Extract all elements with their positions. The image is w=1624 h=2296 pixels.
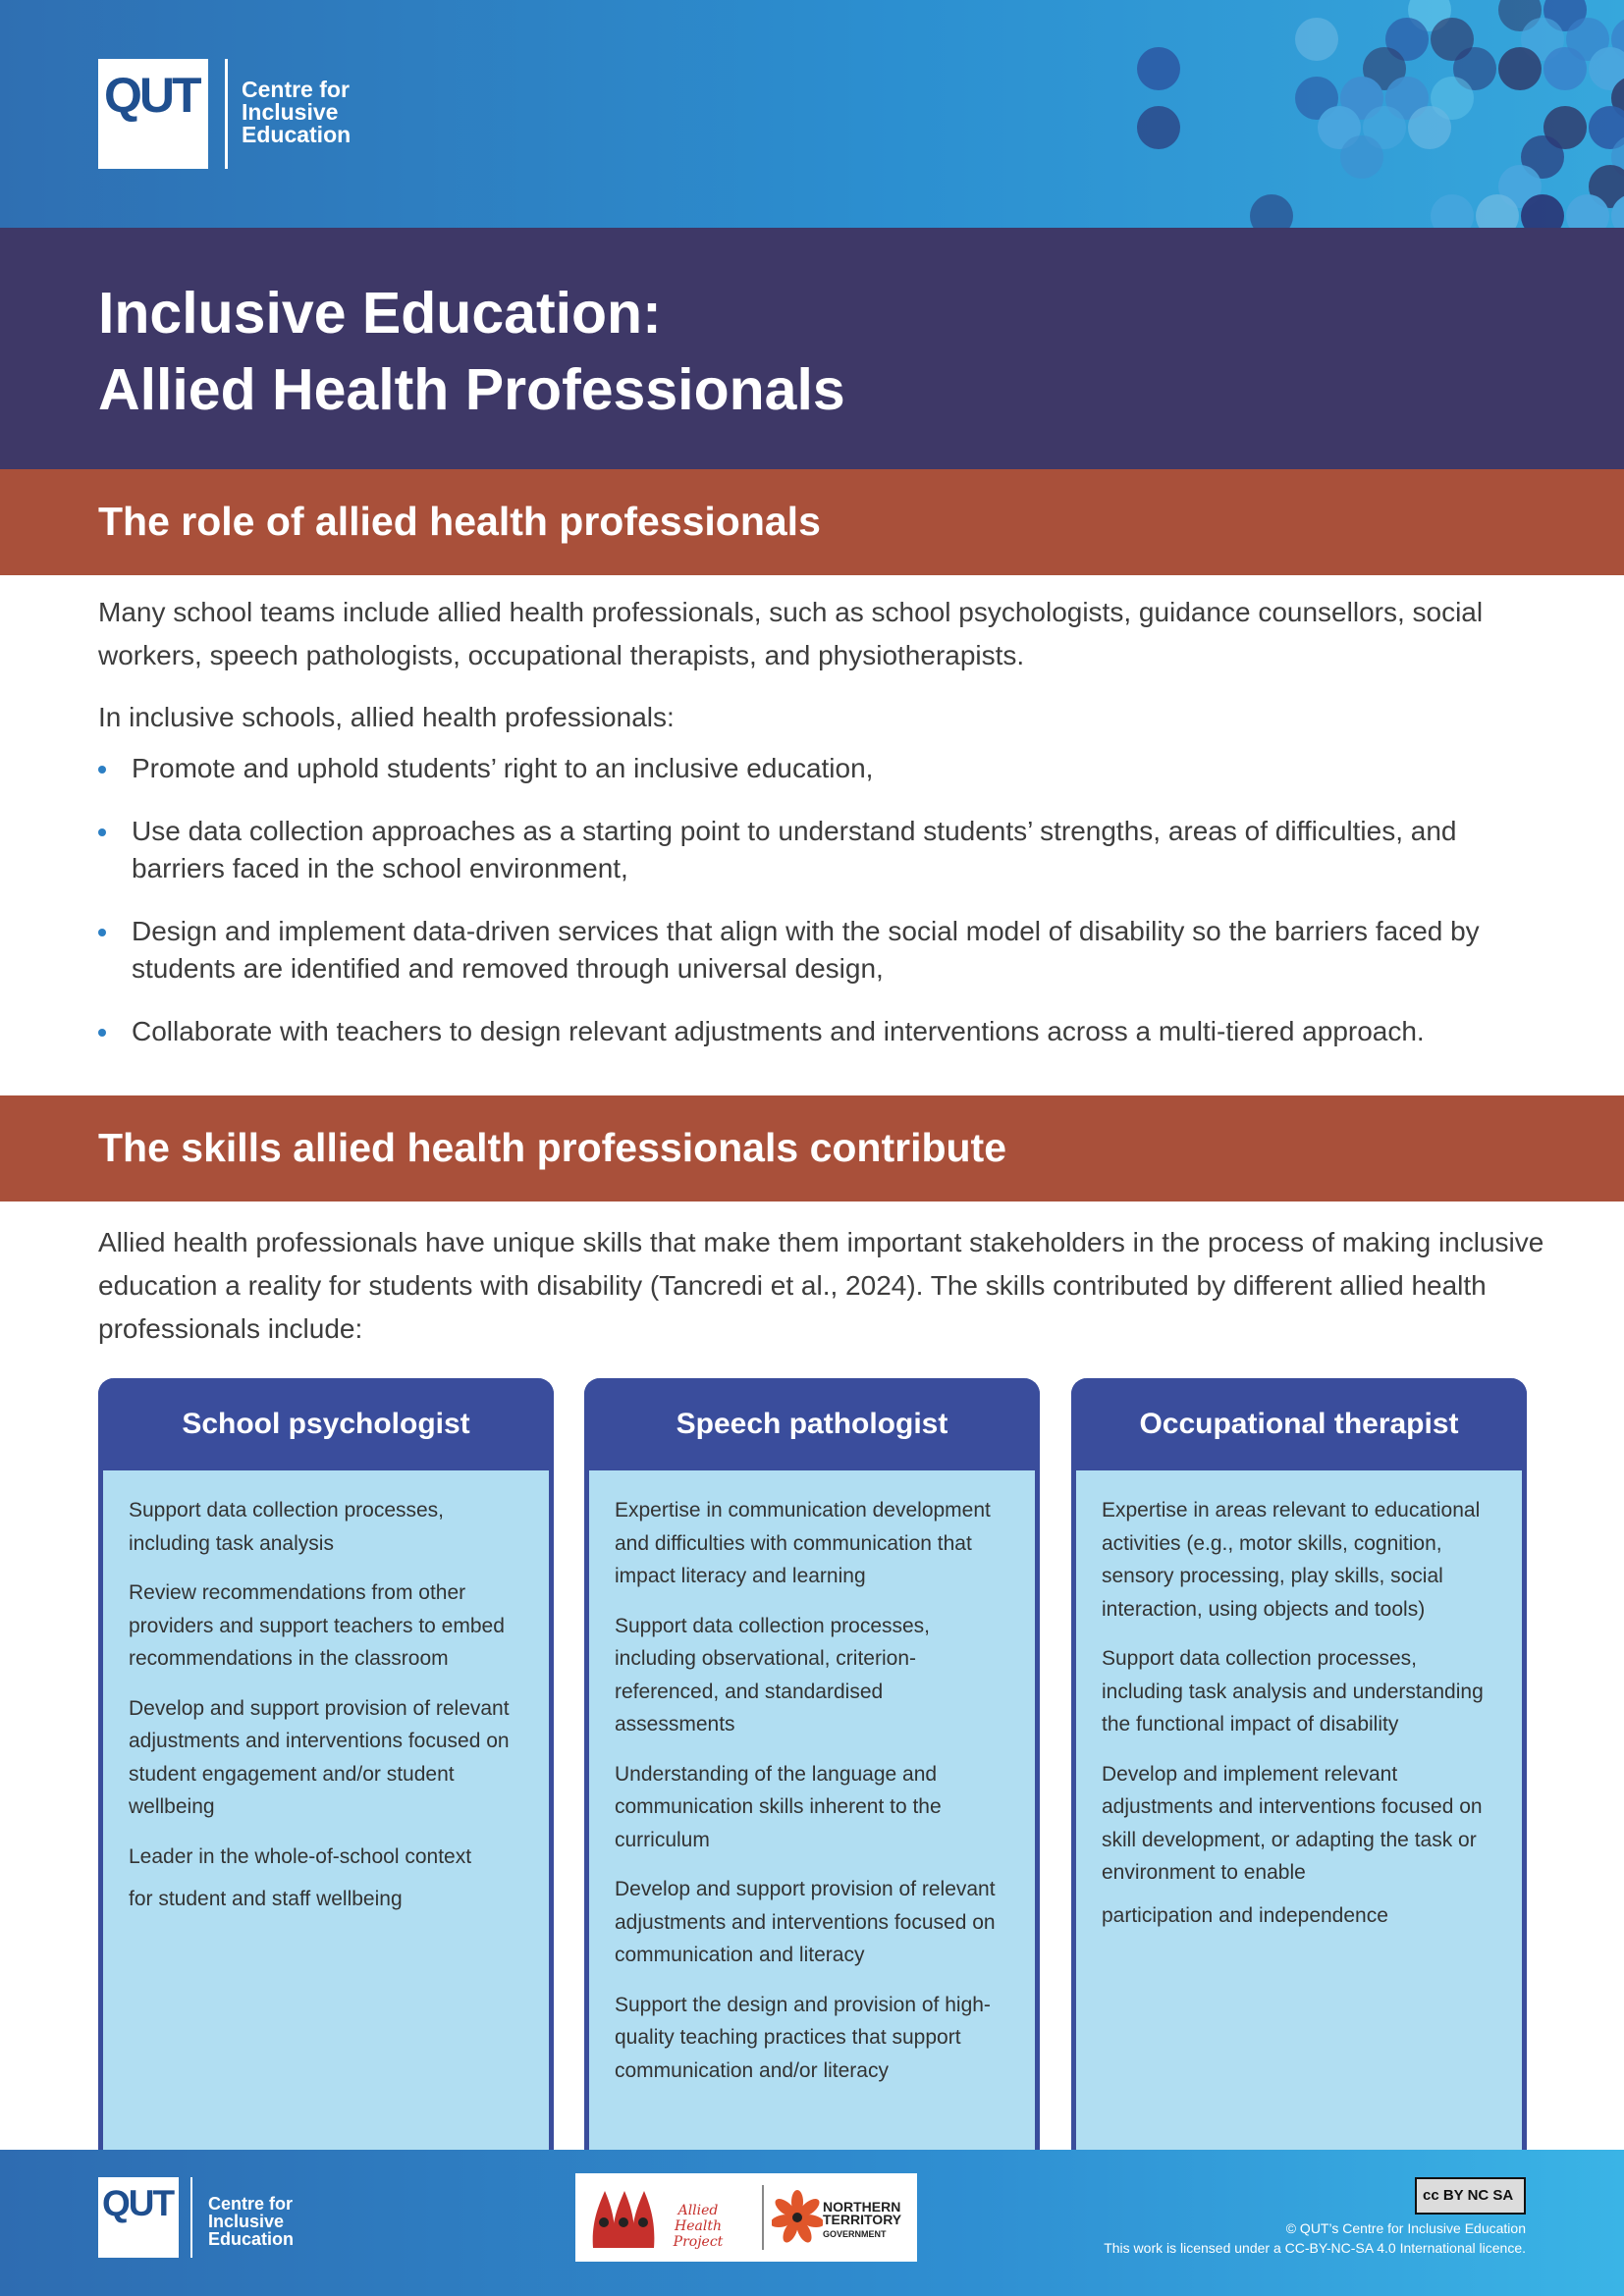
role-section-heading: The role of allied health professionals	[98, 499, 821, 544]
footer	[0, 2150, 1624, 2296]
bullet-icon	[98, 929, 106, 936]
allied-health-project-logo-icon	[585, 2183, 664, 2252]
role-bullet-list	[98, 750, 1551, 1076]
footer-qut-logo	[98, 2177, 179, 2258]
nt-government-flower-icon	[772, 2189, 823, 2246]
role-intro: Many school teams include allied health professionals, such as school psychologists, guidance counsellors, social workers, speech pathologists, occupational therapists, and physiotherapists.	[98, 597, 1484, 670]
footer-logo-text: Centre for Inclusive Education	[208, 2194, 295, 2249]
card-item: Develop and implement relevant adjustments and interventions focused on skill development, or adapting the task or environment to enable	[1102, 1762, 1483, 1884]
decorative-dot	[1250, 194, 1293, 228]
card-title: School psychologist	[98, 1378, 554, 1470]
skills-section-bar	[0, 1095, 1624, 1201]
card-item: Understanding of the language and communication skills inherent to the curriculum	[615, 1762, 942, 1851]
card-item: Expertise in areas relevant to educational activities (e.g., motor skills, cognition, sensory processing, play skills, social interaction, using objects and tools)	[1102, 1499, 1481, 1621]
title-line-2: Allied Health Professionals	[98, 357, 845, 422]
licence-text: This work is licensed under a CC-BY-NC-SA 4.0 International licence.	[1104, 2240, 1526, 2256]
card-body	[615, 1494, 1007, 2104]
decorative-dot	[1498, 47, 1542, 90]
skills-section-heading: The skills allied health professionals contribute	[98, 1125, 1007, 1170]
decorative-dot	[1295, 18, 1338, 61]
card-speech-pathologist	[584, 1378, 1040, 2163]
decorative-dot	[1137, 47, 1180, 90]
footer-qut-logo-mark: QUT	[102, 2183, 174, 2223]
card-item: Expertise in communication development and difficulties with communication that impact literacy and learning	[615, 1499, 991, 1587]
top-banner	[0, 0, 1624, 228]
list-item-text: Collaborate with teachers to design relevant adjustments and interventions across a multi-tiered approach.	[132, 1016, 1425, 1046]
decorative-dot	[1431, 194, 1474, 228]
list-item-text: Promote and uphold students’ right to an inclusive education,	[132, 753, 874, 783]
cc-badge-text: cc BY NC SA	[1423, 2187, 1514, 2204]
skills-intro: Allied health professionals have unique skills that make them important stakeholders in the process of making inclusive education a reality for students with disability (Tancredi et al., 2024). The skills contributed by different allied health professionals include:	[98, 1227, 1544, 1344]
decorative-dot	[1340, 135, 1383, 179]
card-item: for student and staff wellbeing	[129, 1888, 403, 1910]
card-item: Support data collection processes, including task analysis	[129, 1499, 445, 1555]
page-title	[98, 275, 845, 428]
partner-divider	[762, 2185, 764, 2250]
role-section-bar	[0, 469, 1624, 575]
partner-logos	[575, 2173, 917, 2262]
decorative-dot	[1408, 106, 1451, 149]
card-title: Occupational therapist	[1071, 1378, 1527, 1470]
list-item	[98, 750, 1551, 787]
title-line-1: Inclusive Education:	[98, 281, 662, 346]
list-item-text: Design and implement data-driven services that align with the social model of disability so the barriers faced by students are identified and removed through universal design,	[132, 916, 1480, 984]
nt-government-line-1: NORTHERN TERRITORY	[823, 2199, 902, 2227]
qut-logo-mark: QUT	[104, 68, 199, 123]
copyright-text: © QUT’s Centre for Inclusive Education	[1285, 2220, 1526, 2236]
card-item: Support data collection processes, including observational, criterion-referenced, and standardised assessments	[615, 1614, 931, 1735]
card-body	[129, 1494, 521, 1933]
card-title: Speech pathologist	[584, 1378, 1040, 1470]
decorative-dot	[1543, 47, 1587, 90]
nt-government-line-2: GOVERNMENT	[823, 2229, 887, 2239]
decorative-dot	[1137, 106, 1180, 149]
card-item: Support the design and provision of high-quality teaching practices that support communication and/or literacy	[615, 1993, 991, 2082]
licence-text-block	[1104, 2218, 1526, 2258]
card-item: Develop and support provision of relevant adjustments and interventions focused on communication and literacy	[615, 1878, 996, 1966]
card-item: Support data collection processes, including task analysis and understanding the functional impact of disability	[1102, 1647, 1484, 1735]
card-occupational-therapist	[1071, 1378, 1527, 2163]
list-item	[98, 913, 1551, 988]
logo-text: Centre for Inclusive Education	[242, 77, 352, 147]
card-item: participation and independence	[1102, 1903, 1388, 1927]
card-body	[1102, 1494, 1494, 1949]
card-school-psychologist	[98, 1378, 554, 2163]
card-item: Leader in the whole-of-school context	[129, 1844, 472, 1868]
creative-commons-badge-icon	[1415, 2177, 1526, 2215]
list-item	[98, 813, 1551, 887]
title-band	[0, 228, 1624, 469]
bullet-icon	[98, 766, 106, 774]
list-item	[98, 1013, 1551, 1050]
bullet-icon	[98, 828, 106, 836]
qut-logo	[98, 59, 208, 169]
logo-divider	[225, 59, 228, 169]
list-item-text: Use data collection approaches as a starting point to understand students’ strengths, areas of difficulties, and barriers faced in the school environment,	[132, 816, 1457, 883]
footer-logo-divider	[190, 2177, 192, 2258]
nt-government-text	[823, 2201, 913, 2241]
decorative-dots-pattern	[1074, 0, 1624, 228]
bullet-icon	[98, 1029, 106, 1037]
card-item: Review recommendations from other providers and support teachers to embed recommendations in the classroom	[129, 1581, 505, 1670]
role-lead: In inclusive schools, allied health professionals:	[98, 702, 675, 732]
allied-health-project-text: Allied Health Project	[673, 2203, 724, 2250]
card-item: Develop and support provision of relevant adjustments and interventions focused on student engagement and/or student wellbeing	[129, 1696, 510, 1818]
